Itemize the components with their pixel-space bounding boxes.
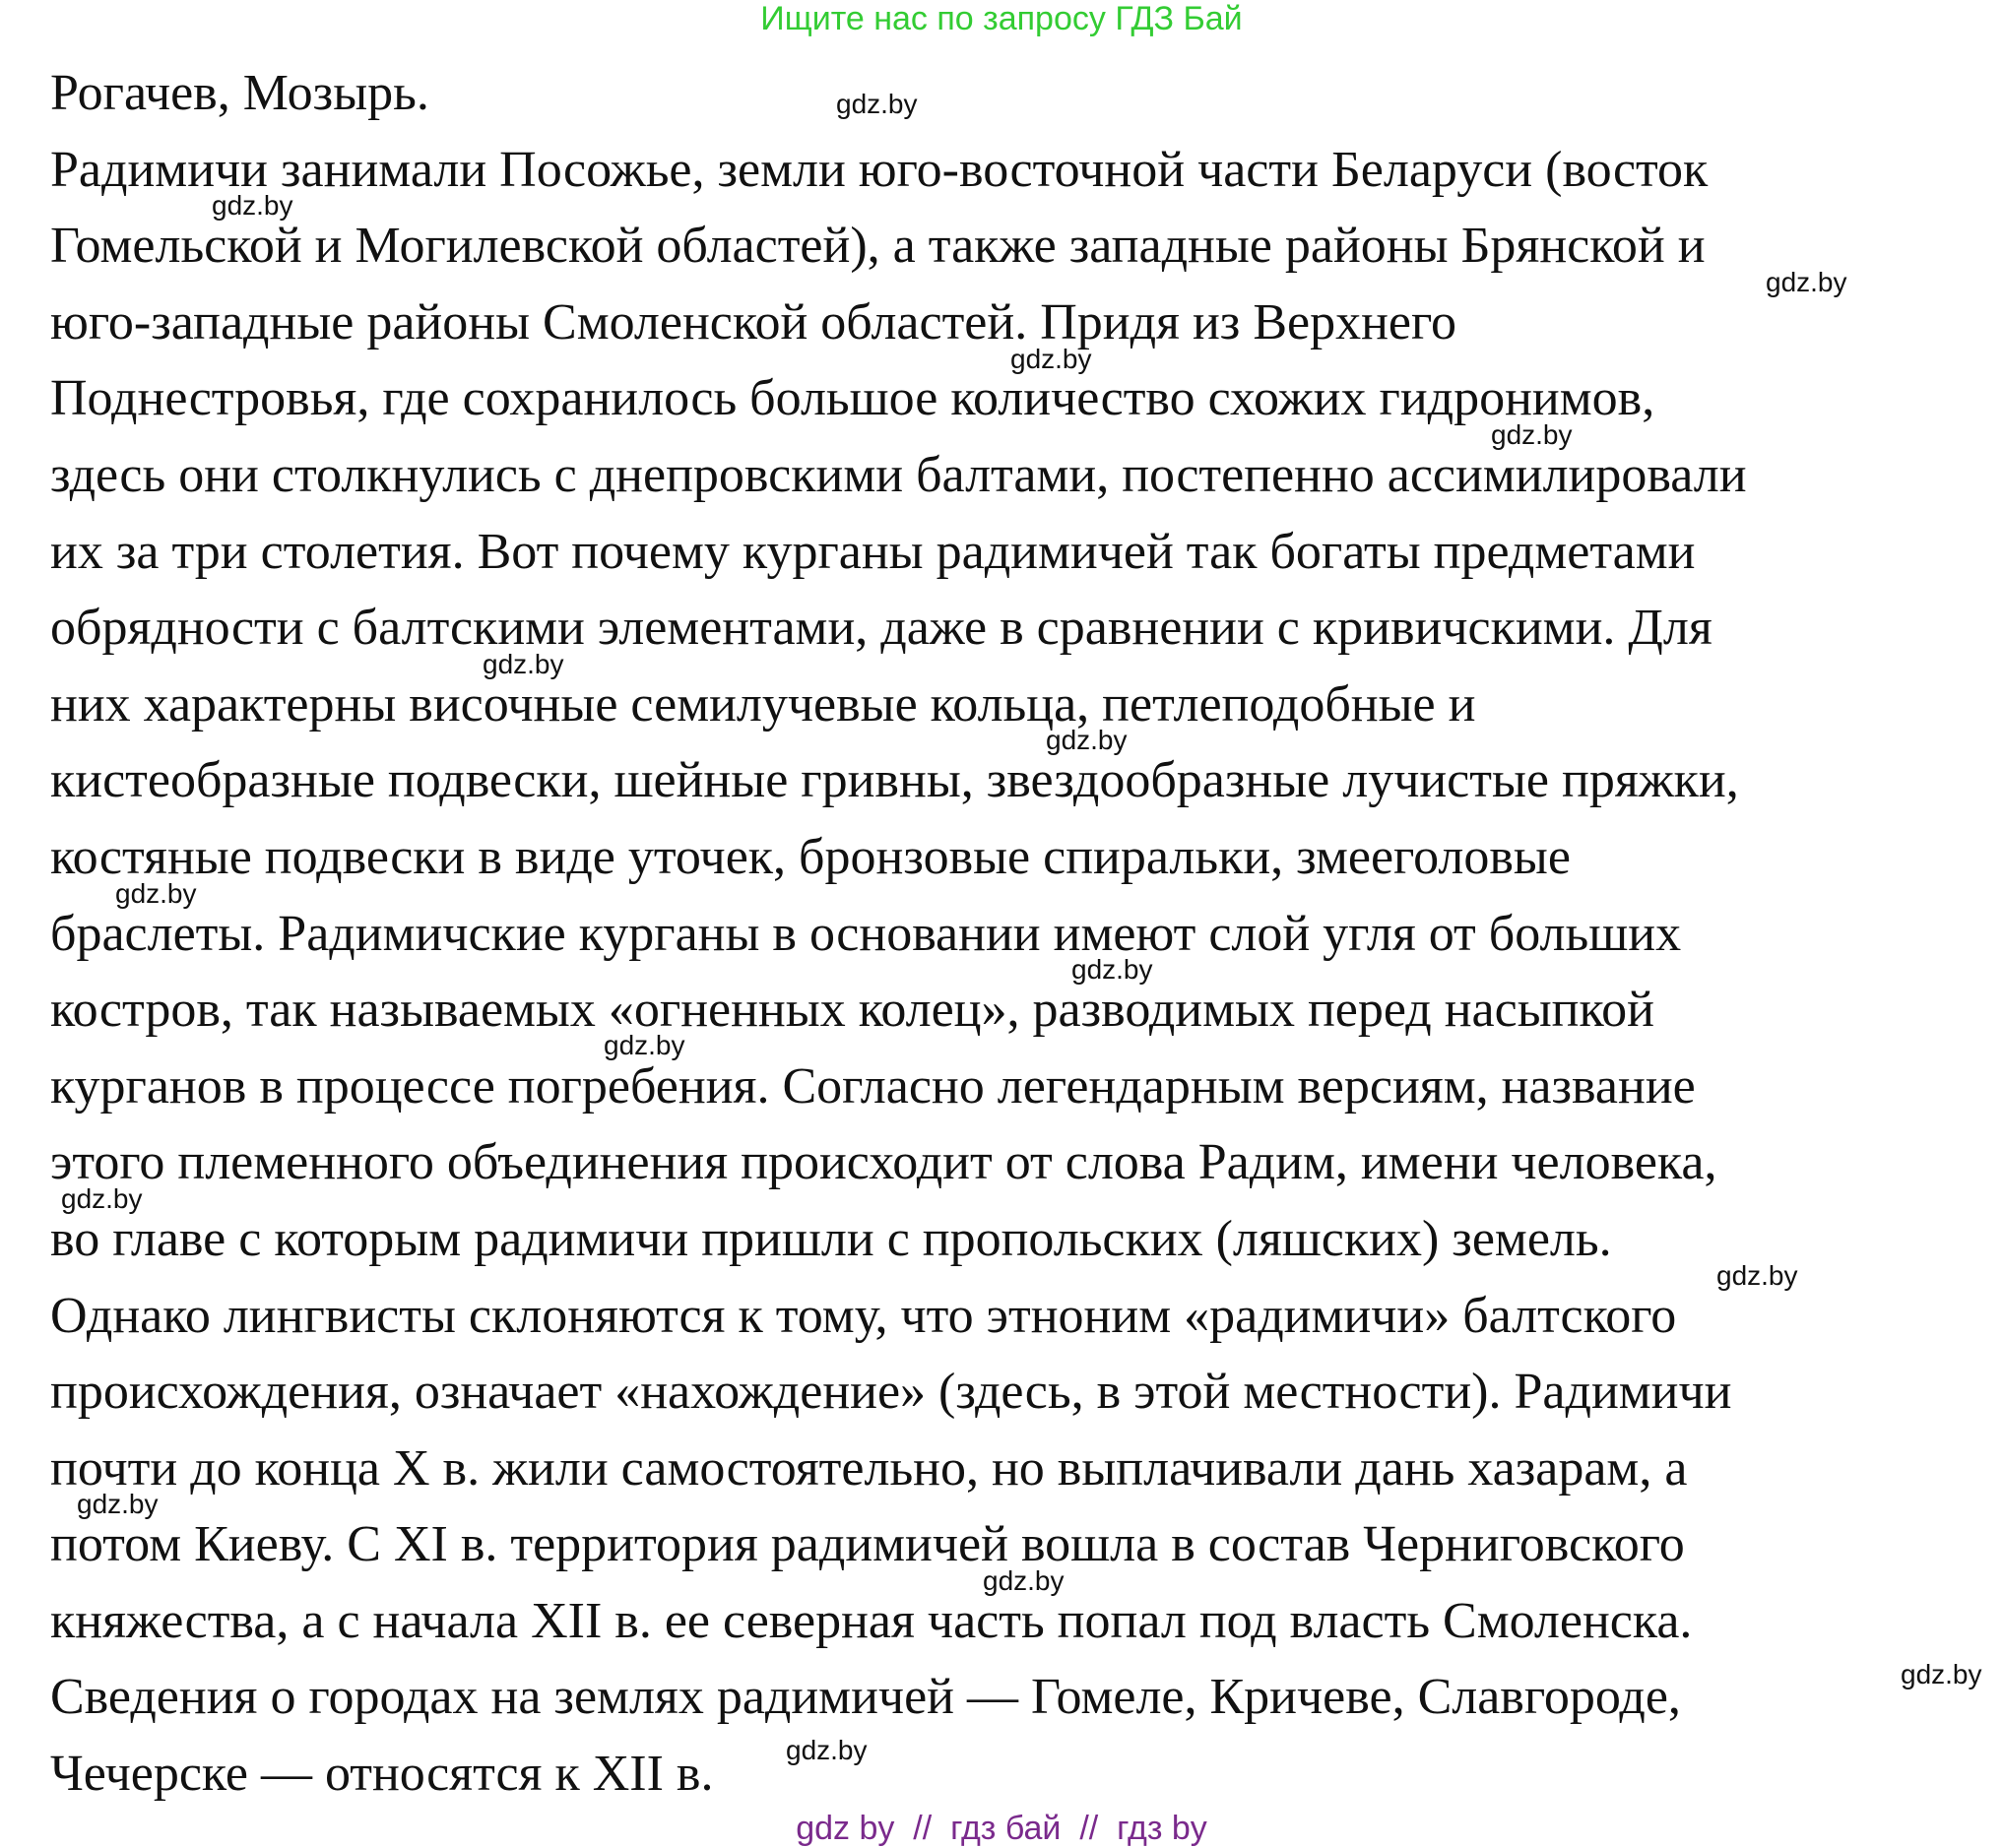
- text-line: Поднестровья, где сохранилось большое количество схожих гидронимов,: [50, 370, 1655, 427]
- watermark: gdz.by: [1010, 344, 1092, 374]
- text-line: курганов в процессе погребения. Согласно легендарным версиям, название: [50, 1057, 1696, 1115]
- text-line: во главе с которым радимичи пришли с пропольских (ляшских) земель.: [50, 1210, 1612, 1267]
- watermark: gdz.by: [1901, 1659, 1982, 1689]
- watermark: gdz.by: [115, 878, 197, 909]
- watermark: gdz.by: [61, 1183, 143, 1214]
- text-line: костров, так называемых «огненных колец», разводимых перед насыпкой: [50, 982, 1654, 1039]
- text-line: Однако лингвисты склоняются к тому, что этноним «радимичи» балтского: [50, 1287, 1677, 1344]
- watermark: gdz.by: [836, 89, 918, 119]
- text-line: костяные подвески в виде уточек, бронзовые спиральки, змееголовые: [50, 828, 1571, 885]
- watermark: gdz.by: [77, 1489, 159, 1519]
- footer-links: gdz by // гдз бай // гдз by: [796, 1810, 1207, 1847]
- text-line: Рогачев, Мозырь.: [50, 65, 429, 121]
- body-text: [50, 55, 1747, 1813]
- watermark: gdz.by: [1491, 419, 1573, 450]
- top-banner: Ищите нас по запросу ГДЗ Бай: [760, 0, 1243, 37]
- text-line: браслеты. Радимичские курганы в основании имеют слой угля от больших: [50, 905, 1682, 962]
- watermark: gdz.by: [604, 1030, 685, 1060]
- text-line: Чечерске — относятся к XII в.: [50, 1746, 714, 1803]
- watermark: gdz.by: [1071, 954, 1153, 985]
- text-line: их за три столетия. Вот почему курганы радимичей так богаты предметами: [50, 523, 1696, 580]
- text-line: юго-западные районы Смоленской областей. Придя из Верхнего: [50, 293, 1457, 350]
- text-line: потом Киеву. С XI в. территория радимичей вошла в состав Черниговского: [50, 1516, 1685, 1573]
- text-line: происхождения, означает «нахождение» (здесь, в этой местности). Радимичи: [50, 1364, 1732, 1421]
- text-line: Радимичи занимали Посожье, земли юго-восточной части Беларуси (восток: [50, 141, 1709, 198]
- watermark: gdz.by: [212, 190, 293, 221]
- text-line: здесь они столкнулись с днепровскими балтами, постепенно ассимилировали: [50, 446, 1747, 503]
- text-line: княжества, а с начала XII в. ее северная часть попал под власть Смоленска.: [50, 1592, 1693, 1649]
- watermark: gdz.by: [786, 1735, 868, 1765]
- watermark: gdz.by: [483, 649, 564, 679]
- watermark: gdz.by: [1046, 725, 1128, 755]
- text-line: обрядности с балтскими элементами, даже в сравнении с кривичскими. Для: [50, 600, 1712, 657]
- text-line: Сведения о городах на землях радимичей — Гомеле, Кричеве, Славгороде,: [50, 1669, 1681, 1726]
- text-line: Гомельской и Могилевской областей), а также западные районы Брянской и: [50, 218, 1706, 275]
- text-line: кистеобразные подвески, шейные гривны, звездообразные лучистые пряжки,: [50, 752, 1739, 809]
- watermark: gdz.by: [1766, 267, 1847, 297]
- text-line: почти до конца X в. жили самостоятельно, но выплачивали дань хазарам, а: [50, 1439, 1688, 1497]
- watermark: gdz.by: [1716, 1260, 1798, 1291]
- watermark: gdz.by: [983, 1565, 1065, 1596]
- text-line: этого племенного объединения происходит от слова Радим, имени человека,: [50, 1134, 1717, 1191]
- text-line: них характерны височные семилучевые кольца, петлеподобные и: [50, 675, 1476, 733]
